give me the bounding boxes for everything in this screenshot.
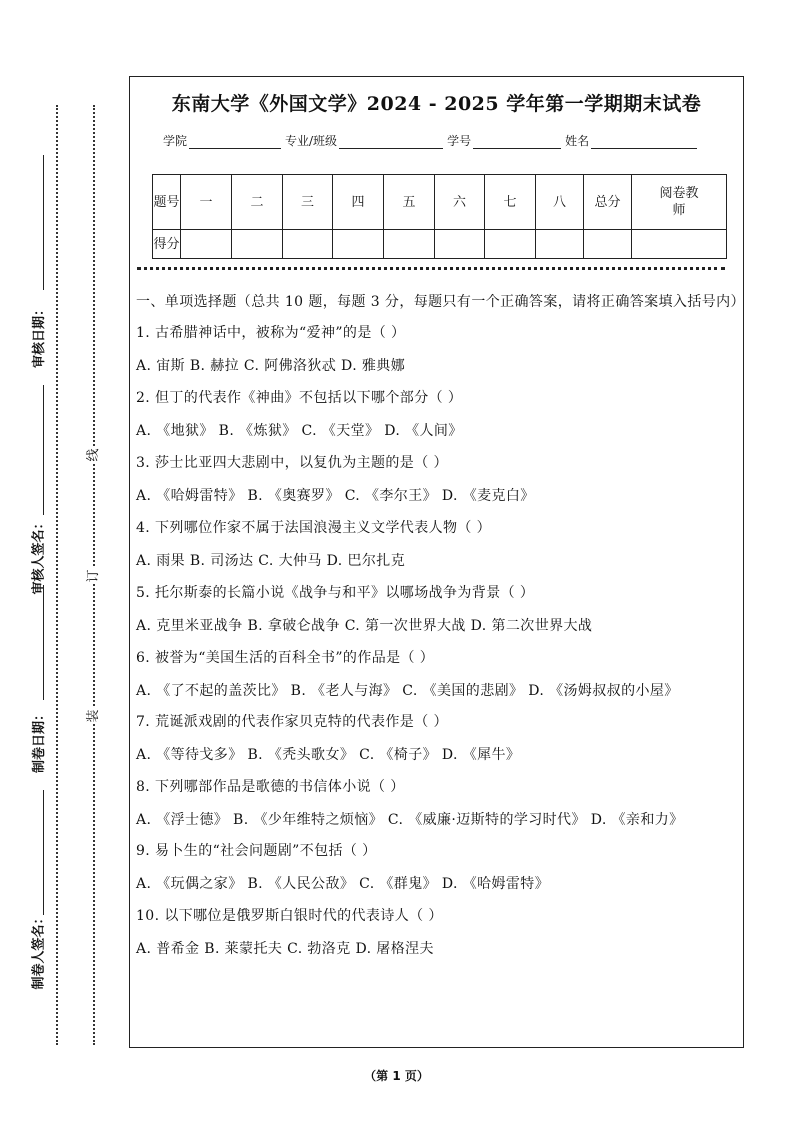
section-single-choice <box>136 291 745 970</box>
exam-frame <box>129 76 744 1048</box>
binding-char-fold: 装 <box>86 709 101 723</box>
score-cell[interactable] <box>333 230 384 259</box>
col-header: 六 <box>435 175 485 230</box>
question-10-options: A. 普希金 B. 莱蒙托夫 C. 勃洛克 D. 屠格涅夫 <box>136 941 434 957</box>
question-1-options: A. 宙斯 B. 赫拉 C. 阿佛洛狄忒 D. 雅典娜 <box>136 358 406 374</box>
question-5-options: A. 克里米亚战争 B. 拿破仑战争 C. 第一次世界大战 D. 第二次世界大战 <box>136 618 593 634</box>
score-cell[interactable] <box>283 230 333 259</box>
question-10: 10. 以下哪位是俄罗斯白银时代的代表诗人（ ） <box>136 908 443 924</box>
college-field[interactable] <box>189 136 281 149</box>
maker-date-label: 制卷日期： <box>31 707 47 773</box>
score-cell[interactable] <box>181 230 232 259</box>
question-8: 8. 下列哪部作品是歌德的书信体小说（ ） <box>136 779 405 795</box>
row-label-score: 得分 <box>153 230 181 259</box>
col-header: 八 <box>536 175 584 230</box>
score-cell-total[interactable] <box>584 230 632 259</box>
major-label: 专业/班级 <box>285 134 338 148</box>
question-4-options: A. 雨果 B. 司汤达 C. 大仲马 D. 巴尔扎克 <box>136 553 406 569</box>
score-table <box>152 174 727 259</box>
question-6: 6. 被誉为“美国生活的百科全书”的作品是（ ） <box>136 650 435 666</box>
college-label: 学院 <box>163 134 188 148</box>
binding-dotted-line-outer <box>56 105 58 1045</box>
question-2: 2. 但丁的代表作《神曲》不包括以下哪个部分（ ） <box>136 390 463 406</box>
exam-title: 东南大学《外国文学》2024 - 2025 学年第一学期期末试卷 <box>171 93 702 115</box>
maker-date-line <box>43 585 45 700</box>
section-heading: 一、单项选择题（总共 10 题，每题 3 分，每题只有一个正确答案，请将正确答案填入括号内） <box>136 294 745 310</box>
col-header-total: 总分 <box>584 175 632 230</box>
major-field[interactable] <box>339 136 443 149</box>
score-cell[interactable] <box>435 230 485 259</box>
score-cell-grader[interactable] <box>632 230 727 259</box>
question-3-options: A. 《哈姆雷特》 B. 《奥赛罗》 C. 《李尔王》 D. 《麦克白》 <box>136 488 535 504</box>
col-header: 一 <box>181 175 232 230</box>
col-header: 三 <box>283 175 333 230</box>
score-cell[interactable] <box>536 230 584 259</box>
score-cell[interactable] <box>485 230 536 259</box>
page-number: （第 1 页） <box>364 1069 429 1083</box>
col-header: 四 <box>333 175 384 230</box>
maker-sign-line <box>43 790 45 915</box>
question-7: 7. 荒诞派戏剧的代表作家贝克特的代表作是（ ） <box>136 714 448 730</box>
student-id-field[interactable] <box>473 136 561 149</box>
question-4: 4. 下列哪位作家不属于法国浪漫主义文学代表人物（ ） <box>136 520 492 536</box>
col-header: 五 <box>384 175 435 230</box>
col-header: 七 <box>485 175 536 230</box>
name-field[interactable] <box>591 136 697 149</box>
question-9: 9. 易卜生的“社会问题剧”不包括（ ） <box>136 843 377 859</box>
question-1: 1. 古希腊神话中，被称为“爱神”的是（ ） <box>136 325 406 341</box>
score-cell[interactable] <box>232 230 283 259</box>
score-cell[interactable] <box>384 230 435 259</box>
reviewer-date-line <box>43 155 45 290</box>
dotted-separator <box>137 267 725 270</box>
maker-sign-label: 制卷人签名： <box>31 910 47 990</box>
question-7-options: A. 《等待戈多》 B. 《秃头歌女》 C. 《椅子》 D. 《犀牛》 <box>136 747 521 763</box>
name-label: 姓名 <box>565 134 590 148</box>
col-header-grader: 阅卷教师 <box>632 175 727 230</box>
question-9-options: A. 《玩偶之家》 B. 《人民公敌》 C. 《群鬼》 D. 《哈姆雷特》 <box>136 876 550 892</box>
reviewer-date-label: 审核日期： <box>31 302 47 368</box>
score-table-header-row <box>153 175 727 230</box>
reviewer-sign-line <box>43 385 45 515</box>
score-table-score-row <box>153 230 727 259</box>
student-info-row <box>163 132 701 149</box>
question-8-options: A. 《浮士德》 B. 《少年维特之烦恼》 C. 《威廉·迈斯特的学习时代》 D. 《亲和力》 <box>136 812 684 828</box>
question-3: 3. 莎士比亚四大悲剧中，以复仇为主题的是（ ） <box>136 455 448 471</box>
question-6-options: A. 《了不起的盖茨比》 B. 《老人与海》 C. 《美国的悲剧》 D. 《汤姆叔叔的小屋》 <box>136 683 679 699</box>
question-5: 5. 托尔斯泰的长篇小说《战争与和平》以哪场战争为背景（ ） <box>136 585 535 601</box>
binding-char-bind: 订 <box>86 569 101 583</box>
binding-char-line: 线 <box>86 448 101 462</box>
question-2-options: A. 《地狱》 B. 《炼狱》 C. 《天堂》 D. 《人间》 <box>136 423 463 439</box>
row-label-question-number: 题号 <box>153 175 181 230</box>
reviewer-sign-label: 审核人签名： <box>31 515 47 595</box>
student-id-label: 学号 <box>447 134 472 148</box>
col-header: 二 <box>232 175 283 230</box>
